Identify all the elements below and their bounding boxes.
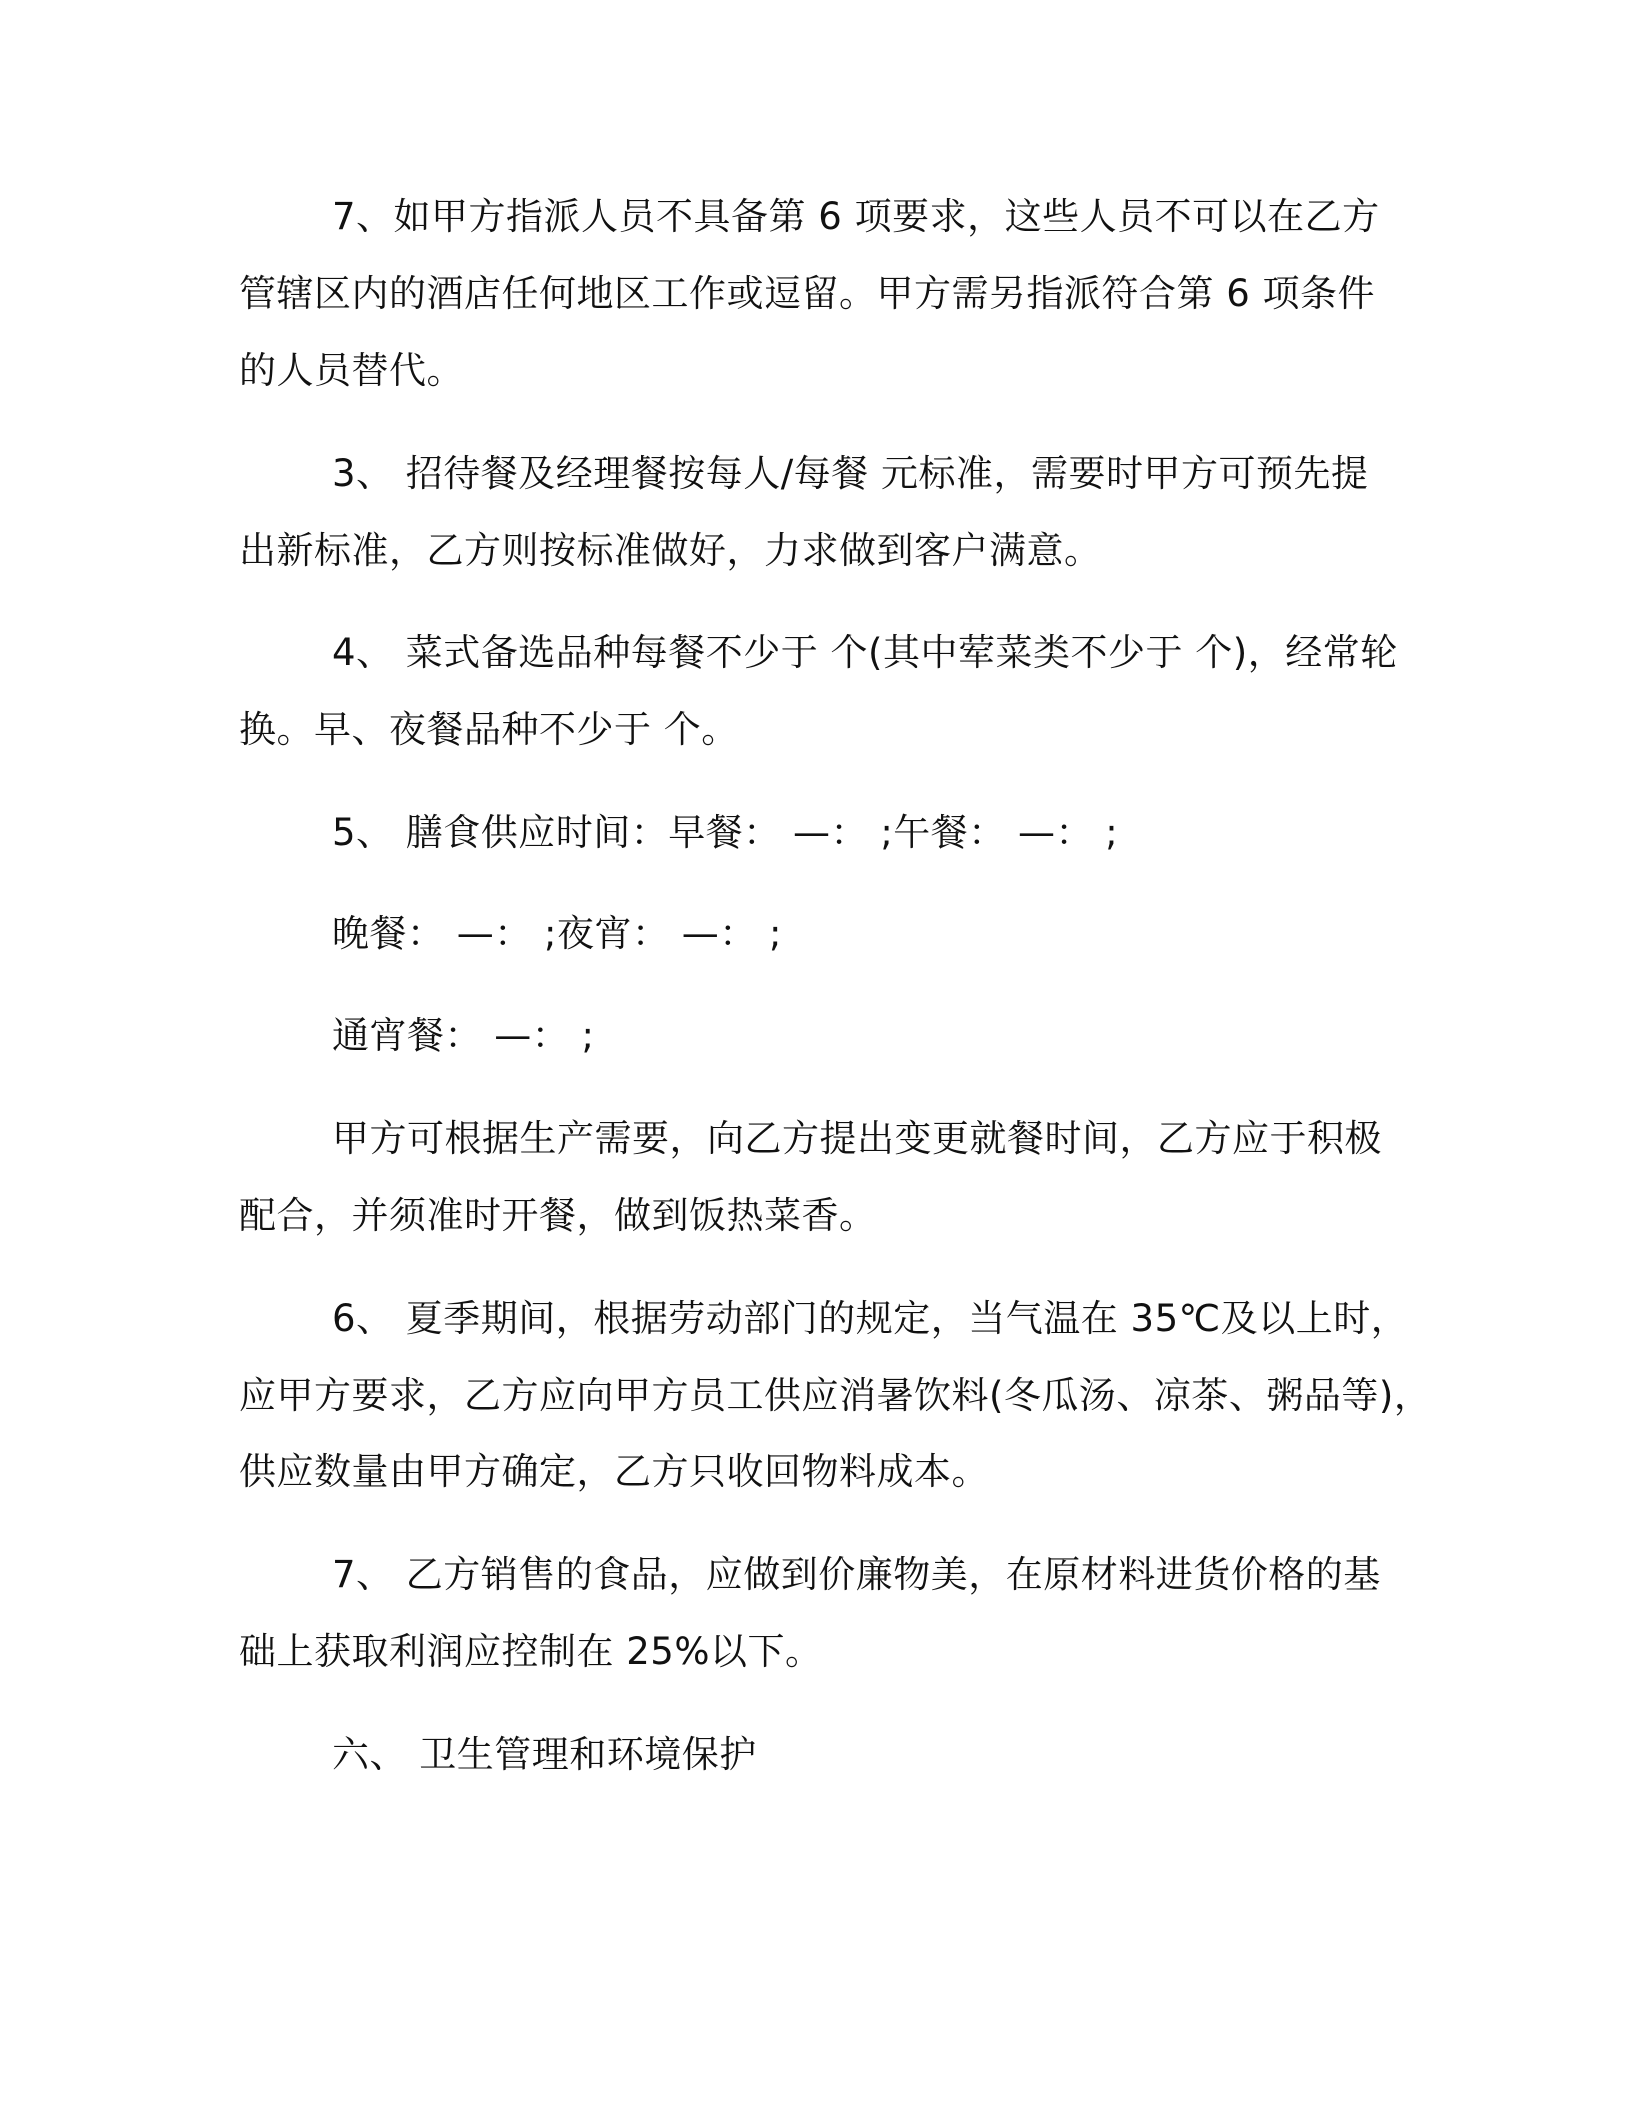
paragraph-item-4-line-1: 4、 菜式备选品种每餐不少于 个(其中荤菜类不少于 个)，经常轮 — [332, 631, 1398, 674]
paragraph-item-7-line-2: 管辖区内的酒店任何地区工作或逗留。甲方需另指派符合第 6 项条件 — [239, 272, 1376, 315]
paragraph-item-7-line-1: 7、如甲方指派人员不具备第 6 项要求，这些人员不可以在乙方 — [332, 195, 1380, 238]
paragraph-meal-time-line-1: 甲方可根据生产需要，向乙方提出变更就餐时间，乙方应于积极 — [332, 1117, 1382, 1160]
paragraph-item-7-line-3: 的人员替代。 — [239, 349, 464, 392]
paragraph-item-7b-line-2: 础上获取利润应控制在 25%以下。 — [239, 1630, 823, 1673]
paragraph-meal-time-line-2: 配合，并须准时开餐，做到饭热菜香。 — [239, 1194, 877, 1237]
paragraph-item-3-line-2: 出新标准，乙方则按标准做好，力求做到客户满意。 — [239, 529, 1102, 572]
paragraph-item-6-line-2: 应甲方要求，乙方应向甲方员工供应消暑饮料(冬瓜汤、凉茶、粥品等)， — [239, 1374, 1432, 1417]
paragraph-item-4-line-2: 换。早、夜餐品种不少于 个。 — [239, 708, 739, 751]
paragraph-item-5-line-2: 晚餐： —： ;夜宵： —： ; — [332, 912, 782, 955]
paragraph-item-3-line-1: 3、 招待餐及经理餐按每人/每餐 元标准，需要时甲方可预先提 — [332, 452, 1369, 495]
paragraph-item-6-line-1: 6、 夏季期间，根据劳动部门的规定，当气温在 35℃及以上时， — [332, 1297, 1409, 1340]
section-heading-hygiene: 六、 卫生管理和环境保护 — [332, 1733, 757, 1776]
paragraph-item-5-line-1: 5、 膳食供应时间：早餐： —： ;午餐： —： ; — [332, 811, 1119, 854]
paragraph-item-7b-line-1: 7、 乙方销售的食品，应做到价廉物美，在原材料进货价格的基 — [332, 1553, 1381, 1596]
paragraph-item-5-line-3: 通宵餐： —： ; — [332, 1014, 595, 1057]
paragraph-item-6-line-3: 供应数量由甲方确定，乙方只收回物料成本。 — [239, 1450, 989, 1493]
